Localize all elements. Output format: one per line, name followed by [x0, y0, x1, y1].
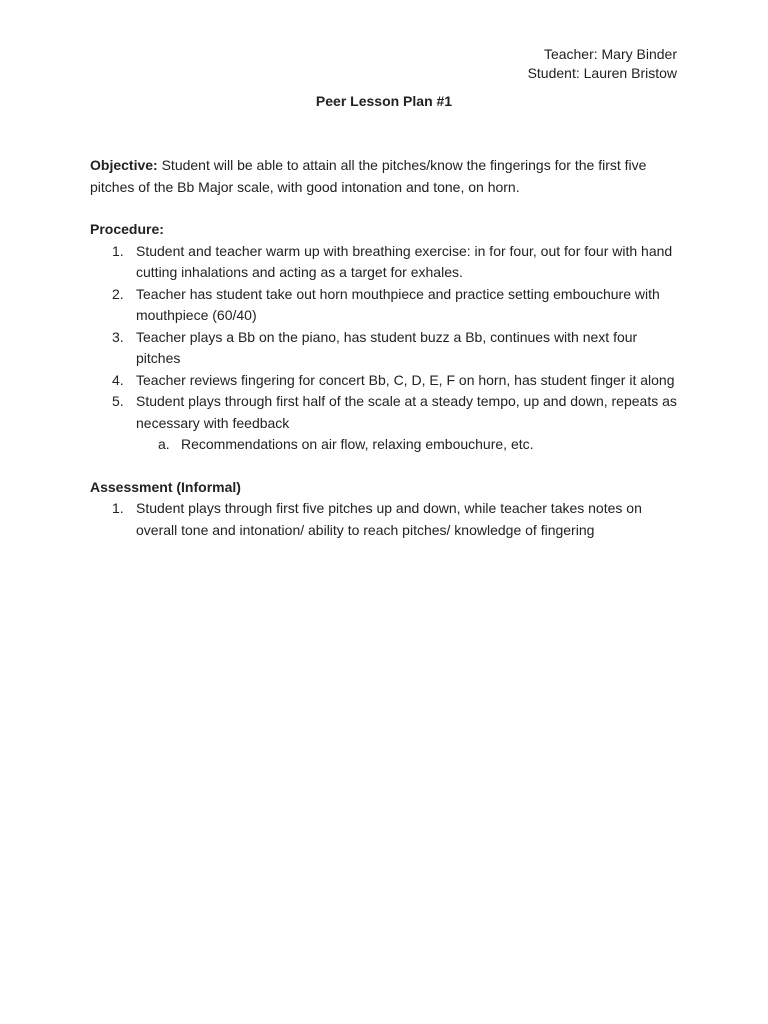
procedure-substep-list [136, 434, 680, 456]
procedure-step-text: Student and teacher warm up with breathing exercise: in for four, out for four with hand cutting inhalations and acting as a target for exhales. [136, 242, 673, 280]
list-marker: 3. [112, 328, 124, 345]
teacher-name: Teacher: Mary Binder [543, 46, 677, 62]
section-spacer [90, 456, 680, 477]
assessment-step-text: Student plays through first five pitches up and down, while teacher takes notes on overall tone and intonation/ ability to reach pitches/ knowledge of fingering [136, 500, 642, 538]
procedure-step-text: Teacher reviews fingering for concert Bb, C, D, E, F on horn, has student finger it along [136, 371, 675, 388]
procedure-substep [136, 434, 680, 456]
procedure-step [90, 391, 680, 456]
page-title: Peer Lesson Plan #1 [315, 93, 453, 109]
header-block [528, 45, 677, 83]
objective-label: Objective: [90, 157, 158, 173]
objective-paragraph [90, 155, 680, 198]
procedure-step-text: Teacher plays a Bb on the piano, has student buzz a Bb, continues with next four pitches [136, 328, 638, 366]
procedure-substep-text: Recommendations on air flow, relaxing embouchure, etc. [181, 436, 534, 452]
assessment-list [90, 498, 680, 541]
assessment-step [90, 498, 680, 541]
procedure-step-text: Teacher has student take out horn mouthpiece and practice setting embouchure with mouthpiece (60/40) [136, 285, 660, 323]
student-name: Student: Lauren Bristow [527, 65, 677, 81]
list-marker: 2. [112, 285, 124, 302]
procedure-step [90, 370, 680, 392]
list-marker: 1. [112, 242, 124, 259]
list-marker: a. [158, 436, 170, 452]
procedure-step-text: Student plays through first half of the scale at a steady tempo, up and down, repeats as necessary with feedback [136, 393, 677, 431]
procedure-heading: Procedure: [90, 221, 164, 237]
list-marker: 5. [112, 393, 124, 409]
list-marker: 1. [112, 500, 124, 516]
list-marker: 4. [112, 371, 124, 388]
document-body [90, 155, 680, 541]
procedure-list [90, 241, 680, 456]
procedure-step [90, 241, 680, 284]
procedure-step [90, 327, 680, 370]
procedure-step [90, 284, 680, 327]
objective-text: Student will be able to attain all the pitches/know the fingerings for the first five pitches of the Bb Major scale, with good intonation and tone, on horn. [90, 157, 647, 195]
assessment-heading: Assessment (Informal) [90, 478, 241, 495]
